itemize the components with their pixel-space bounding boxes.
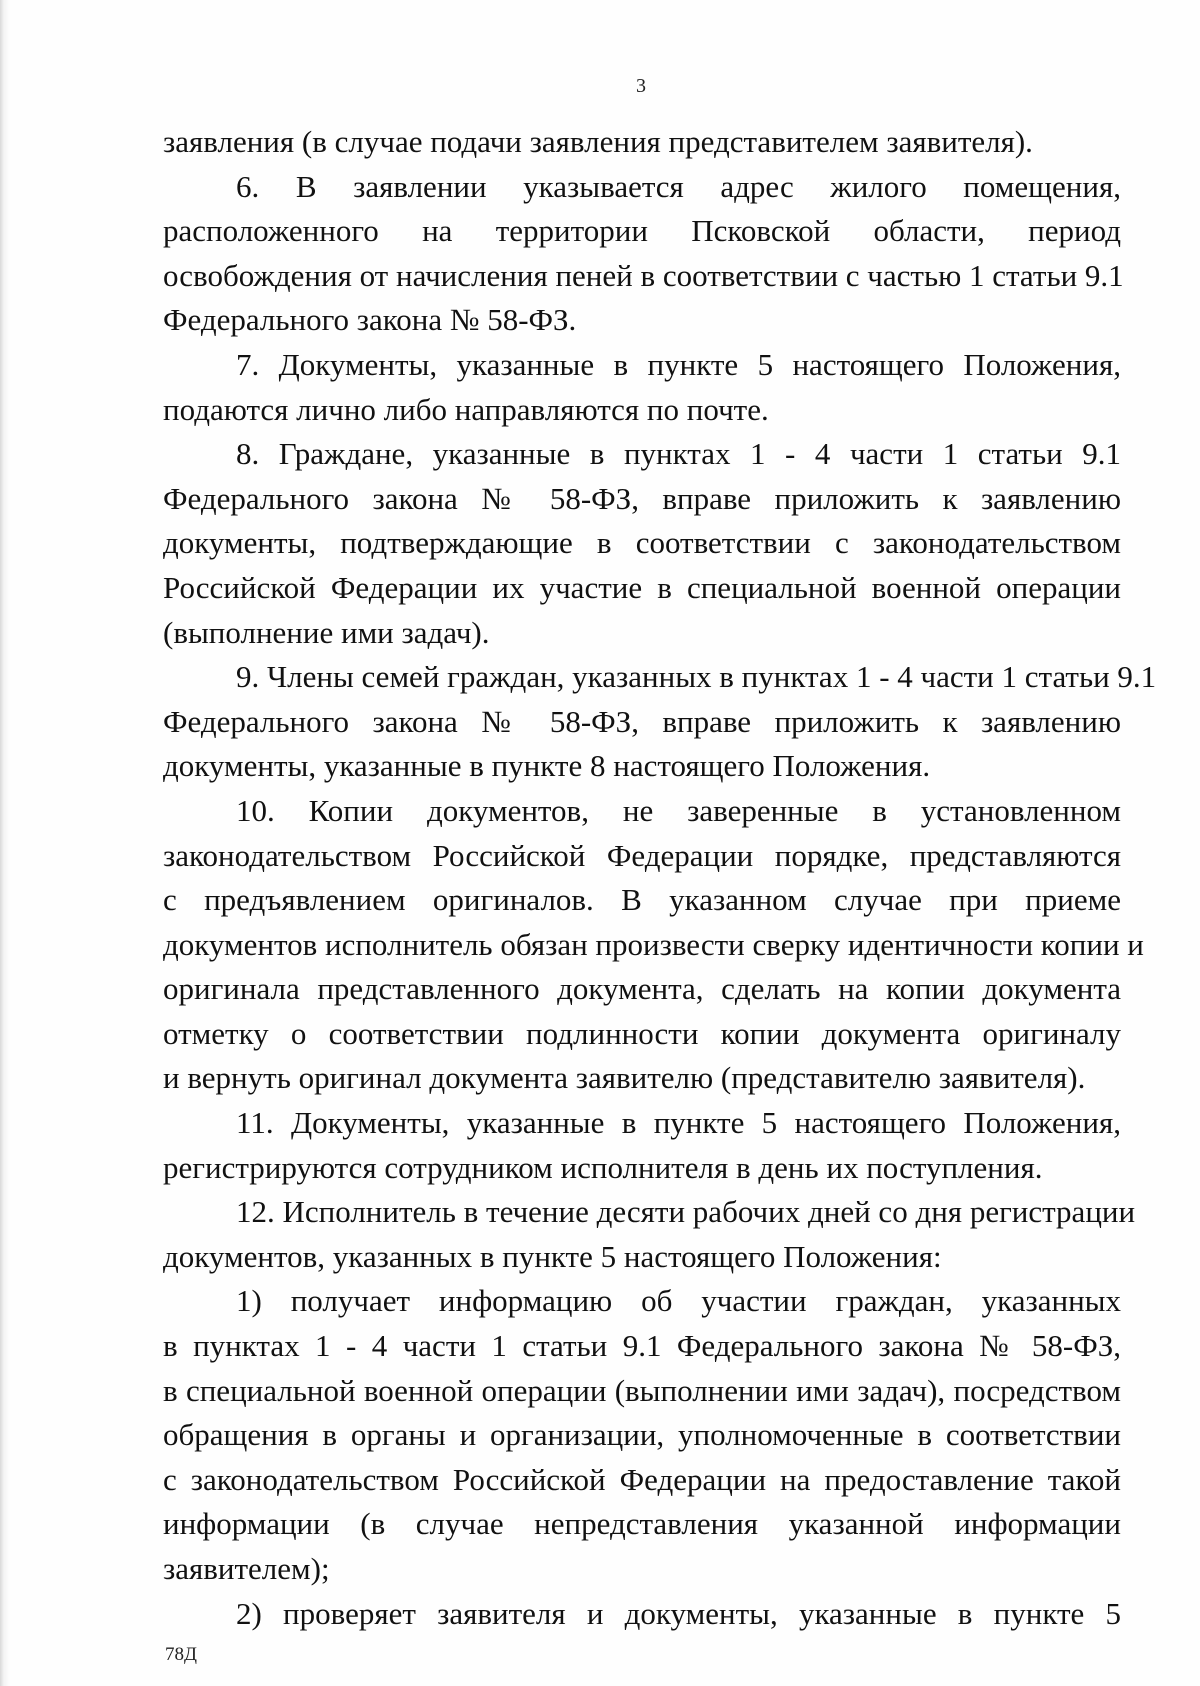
document-body [163, 120, 1157, 1636]
footer-document-code: 78Д [165, 1644, 197, 1665]
text-line: обращения в органы и организации, уполномоченные в соответствии [163, 1417, 1121, 1453]
text-line: 10. Копии документов, не заверенные в установленном [236, 792, 1121, 828]
text-line: 12. Исполнитель в течение десяти рабочих дней со дня регистрации [236, 1194, 1136, 1230]
text-line: регистрируются сотрудником исполнителя в день их поступления. [163, 1149, 1043, 1185]
text-line: Федерального закона № 58-ФЗ, вправе приложить к заявлению [163, 480, 1121, 516]
text-line: 1) получает информацию об участии граждан, указанных [236, 1283, 1121, 1319]
text-line: (выполнение ими задач). [163, 614, 490, 650]
text-line: подаются лично либо направляются по почте. [163, 391, 769, 427]
text-line: в пунктах 1 - 4 части 1 статьи 9.1 Федерального закона № 58-ФЗ, [163, 1328, 1121, 1364]
text-line: заявителем); [163, 1551, 330, 1586]
text-line: Российской Федерации их участие в специальной военной операции [163, 569, 1121, 605]
text-line: документы, указанные в пункте 8 настоящего Положения. [163, 748, 931, 784]
text-line: в специальной военной операции (выполнении ими задач), посредством [163, 1372, 1121, 1408]
text-line: с предъявлением оригиналов. В указанном случае при приеме [163, 882, 1121, 918]
text-line: законодательством Российской Федерации порядке, представляются [163, 837, 1121, 873]
text-line: и вернуть оригинал документа заявителю (представителю заявителя). [163, 1060, 1086, 1096]
text-line: документов исполнитель обязан произвести сверку идентичности копии и [163, 926, 1144, 962]
text-line: оригинала представленного документа, сделать на копии документа [163, 971, 1121, 1007]
page-number: 3 [636, 75, 646, 97]
text-line: заявления (в случае подачи заявления представителем заявителя). [163, 124, 1033, 159]
text-line: 8. Граждане, указанные в пунктах 1 - 4 части 1 статьи 9.1 [236, 436, 1121, 472]
text-line: документы, подтверждающие в соответствии с законодательством [163, 525, 1121, 561]
text-line: Федерального закона № 58-ФЗ, вправе приложить к заявлению [163, 703, 1121, 739]
text-line: отметку о соответствии подлинности копии документа оригиналу [163, 1015, 1121, 1051]
text-line: освобождения от начисления пеней в соответствии с частью 1 статьи 9.1 [163, 257, 1124, 293]
text-line: 7. Документы, указанные в пункте 5 настоящего Положения, [236, 346, 1121, 382]
text-line: Федерального закона № 58-ФЗ. [163, 302, 577, 338]
text-line: с законодательством Российской Федерации на предоставление такой [163, 1461, 1121, 1497]
text-line: 2) проверяет заявителя и документы, указанные в пункте 5 [236, 1595, 1121, 1631]
text-line: 9. Члены семей граждан, указанных в пунктах 1 - 4 части 1 статьи 9.1 [236, 659, 1157, 695]
text-line: 6. В заявлении указывается адрес жилого помещения, [236, 168, 1121, 204]
scan-edge-shadow [0, 0, 10, 1686]
text-line: 11. Документы, указанные в пункте 5 настоящего Положения, [236, 1105, 1121, 1141]
text-line: документов, указанных в пункте 5 настоящего Положения: [163, 1238, 942, 1274]
text-line: расположенного на территории Псковской области, период [163, 213, 1121, 249]
text-line: информации (в случае непредставления указанной информации [163, 1506, 1121, 1542]
